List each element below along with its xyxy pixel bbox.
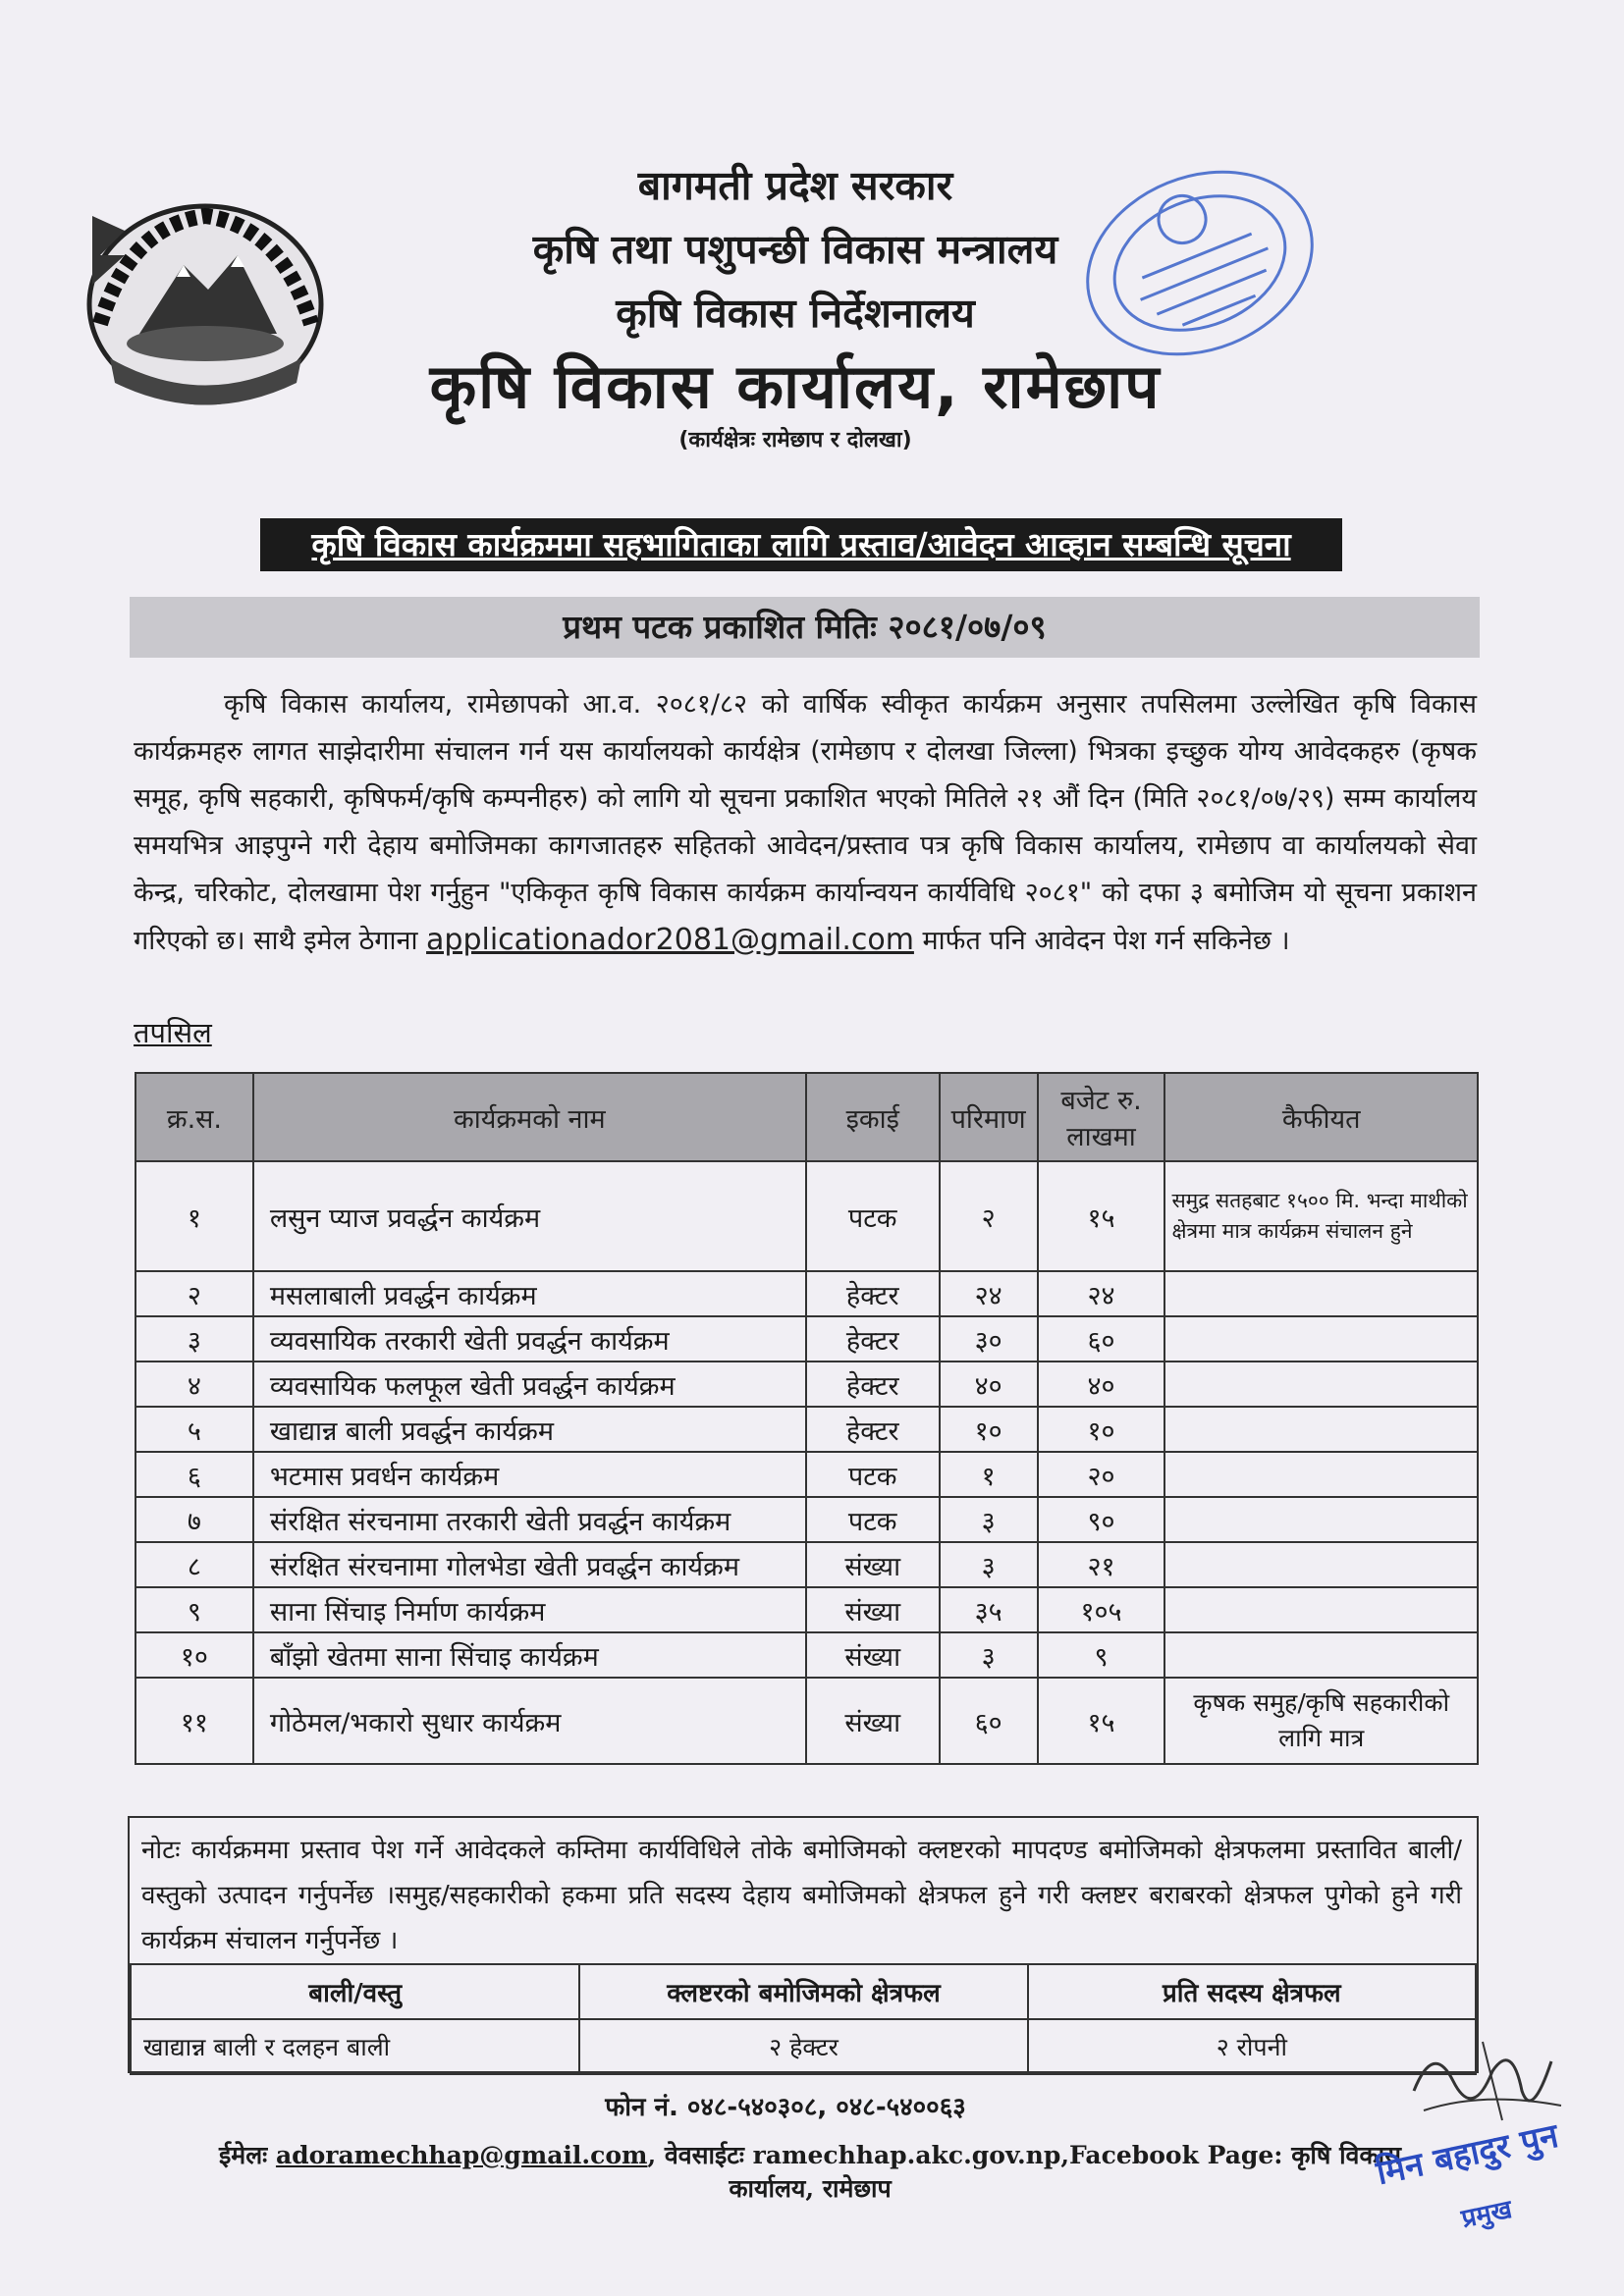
- notice-body-text: कृषि विकास कार्यालय, रामेछापको आ.व. २०८१/८२ को वार्षिक स्वीकृत कार्यक्रम अनुसार तपसिलमा उल्लेखित कृषि विकास कार्यक्रमहरु लागत साझेदारीमा संचालन गर्न यस कार्यालयको कार्यक्षेत्र (रामेछाप र दोलखा जिल्ला) भित्रका इच्छुक योग्य आवेदकहरु (कृषक समूह, कृषि सहकारी, कृषिफर्म/कृषि कम्पनीहरु) को लागि यो सूचना प्रकाशित भएको मितिले २१ औं दिन (मिति २०८१/०७/२९) सम्म कार्यालय समयभित्र आइपुग्ने गरी देहाय बमोजिमका कागजातहरु सहितको आवेदन/प्रस्ताव पत्र कृषि विकास कार्यालय, रामेछाप वा कार्यालयको सेवा केन्द्र, चरिकोट, दोलखामा पेश गर्नुहुन "एकिकृत कृषि विकास कार्यक्रम कार्यान्वयन कार्यविधि २०८१" को दफा ३ बमोजिम यो सूचना प्रकाशन गरिएको छ। साथै इमेल ठेगाना: [134, 689, 1477, 956]
- cell-remarks: [1164, 1542, 1478, 1587]
- cell-quantity: २: [940, 1161, 1038, 1271]
- col-header-quantity: परिमाण: [940, 1073, 1038, 1161]
- cell-name: संरक्षित संरचनामा तरकारी खेती प्रवर्द्धन कार्यक्रम: [253, 1497, 806, 1542]
- cluster-row: [131, 2019, 1476, 2074]
- col-header-name: कार्यक्रमको नाम: [253, 1073, 806, 1161]
- cell-sn: ४: [135, 1362, 253, 1407]
- cluster-col-per-member: प्रति सदस्य क्षेत्रफल: [1028, 1964, 1476, 2019]
- col-header-sn: क्र.स.: [135, 1073, 253, 1161]
- table-row: [135, 1161, 1478, 1271]
- cell-remarks: [1164, 1452, 1478, 1497]
- cluster-cell-area: २ हेक्टर: [579, 2019, 1027, 2074]
- cell-budget: २१: [1038, 1542, 1165, 1587]
- cell-unit: संख्या: [806, 1678, 940, 1764]
- cluster-cell-crop: खाद्यान्न बाली र दलहन बाली: [131, 2019, 579, 2074]
- cell-name: लसुन प्याज प्रवर्द्धन कार्यक्रम: [253, 1161, 806, 1271]
- cluster-cell-per-member: २ रोपनी: [1028, 2019, 1476, 2074]
- cell-name: गोठेमल/भकारो सुधार कार्यक्रम: [253, 1678, 806, 1764]
- cell-budget: १५: [1038, 1678, 1165, 1764]
- footer-website: , वेवसाईटः ramechhap.akc.gov.np,Facebook Page: कृषि विकास कार्यालय, रामेछाप: [647, 2141, 1402, 2203]
- cell-name: बाँझो खेतमा साना सिंचाइ कार्यक्रम: [253, 1632, 806, 1678]
- table-row: [135, 1587, 1478, 1632]
- header-line-3: कृषि विकास निर्देशनालय: [616, 290, 975, 337]
- table-row: [135, 1497, 1478, 1542]
- col-header-remarks: कैफीयत: [1164, 1073, 1478, 1161]
- cell-quantity: ३५: [940, 1587, 1038, 1632]
- cell-remarks: समुद्र सतहबाट १५०० मि. भन्दा माथीको क्षेत्रमा मात्र कार्यक्रम संचालन हुने: [1164, 1161, 1478, 1271]
- cell-quantity: ४०: [940, 1362, 1038, 1407]
- cell-budget: १५: [1038, 1161, 1165, 1271]
- application-email-link[interactable]: applicationador2081@gmail.com: [426, 923, 914, 957]
- cell-quantity: ३०: [940, 1316, 1038, 1362]
- cell-remarks: [1164, 1587, 1478, 1632]
- cell-sn: ७: [135, 1497, 253, 1542]
- cell-remarks: [1164, 1271, 1478, 1316]
- cell-quantity: १०: [940, 1407, 1038, 1452]
- table-row: [135, 1271, 1478, 1316]
- cell-remarks: [1164, 1407, 1478, 1452]
- cell-budget: ४०: [1038, 1362, 1165, 1407]
- office-title: कृषि विकास कार्यालय, रामेछाप: [429, 350, 1162, 422]
- cell-quantity: १: [940, 1452, 1038, 1497]
- table-row: [135, 1542, 1478, 1587]
- cell-unit: संख्या: [806, 1632, 940, 1678]
- cell-unit: संख्या: [806, 1587, 940, 1632]
- cell-unit: पटक: [806, 1452, 940, 1497]
- footer-phone: फोन नं. ०४८-५४०३०८, ०४८-५४००६३: [605, 2093, 966, 2122]
- cell-budget: २४: [1038, 1271, 1165, 1316]
- footer-email-link[interactable]: adoramechhap@gmail.com: [275, 2141, 648, 2169]
- office-area: (कार्यक्षेत्रः रामेछाप र दोलखा): [678, 428, 912, 453]
- cell-budget: २०: [1038, 1452, 1165, 1497]
- table-row: [135, 1452, 1478, 1497]
- cell-quantity: ६०: [940, 1678, 1038, 1764]
- table-row: [135, 1362, 1478, 1407]
- cell-remarks: [1164, 1362, 1478, 1407]
- published-date: प्रथम पटक प्रकाशित मितिः २०८१/०७/०९: [130, 597, 1480, 658]
- cell-sn: ५: [135, 1407, 253, 1452]
- cell-unit: पटक: [806, 1497, 940, 1542]
- cell-remarks: [1164, 1316, 1478, 1362]
- footer-contact: [196, 2138, 1424, 2205]
- cell-sn: १०: [135, 1632, 253, 1678]
- cell-name: मसलाबाली प्रवर्द्धन कार्यक्रम: [253, 1271, 806, 1316]
- header-line-2: कृषि तथा पशुपन्छी विकास मन्त्रालय: [532, 226, 1058, 273]
- cluster-col-crop: बाली/वस्तु: [131, 1964, 579, 2019]
- details-heading: तपसिल: [134, 1016, 212, 1049]
- cell-name: व्यवसायिक फलफूल खेती प्रवर्द्धन कार्यक्रम: [253, 1362, 806, 1407]
- cluster-col-area: क्लष्टरको बमोजिमको क्षेत्रफल: [579, 1964, 1027, 2019]
- cell-sn: ६: [135, 1452, 253, 1497]
- header-line-1: बागमती प्रदेश सरकार: [637, 162, 953, 209]
- cell-name: साना सिंचाइ निर्माण कार्यक्रम: [253, 1587, 806, 1632]
- cell-unit: पटक: [806, 1161, 940, 1271]
- cell-name: खाद्यान्न बाली प्रवर्द्धन कार्यक्रम: [253, 1407, 806, 1452]
- program-table: [135, 1072, 1479, 1765]
- cell-budget: १०: [1038, 1407, 1165, 1452]
- signatory-name: मिन बहादुर पुन: [1373, 2115, 1562, 2194]
- notice-body-tail: मार्फत पनि आवेदन पेश गर्न सकिनेछ ।: [922, 926, 1290, 956]
- cluster-header-row: [131, 1964, 1476, 2019]
- cell-sn: ८: [135, 1542, 253, 1587]
- cell-remarks: कृषक समुह/कृषि सहकारीको लागि मात्र: [1164, 1678, 1478, 1764]
- cell-unit: हेक्टर: [806, 1407, 940, 1452]
- col-header-budget: बजेट रु. लाखमा: [1038, 1073, 1165, 1161]
- cell-unit: हेक्टर: [806, 1271, 940, 1316]
- cell-quantity: २४: [940, 1271, 1038, 1316]
- col-header-unit: इकाई: [806, 1073, 940, 1161]
- cell-remarks: [1164, 1497, 1478, 1542]
- cell-budget: ९०: [1038, 1497, 1165, 1542]
- cell-remarks: [1164, 1632, 1478, 1678]
- cell-name: भटमास प्रवर्धन कार्यक्रम: [253, 1452, 806, 1497]
- cell-name: व्यवसायिक तरकारी खेती प्रवर्द्धन कार्यक्रम: [253, 1316, 806, 1362]
- notice-body: [134, 681, 1477, 965]
- table-row: [135, 1316, 1478, 1362]
- table-row: [135, 1407, 1478, 1452]
- cell-quantity: ३: [940, 1542, 1038, 1587]
- cell-sn: ९: [135, 1587, 253, 1632]
- footer-email-label: ईमेलः: [218, 2141, 268, 2169]
- cluster-table: [130, 1963, 1477, 2075]
- note-box: [128, 1816, 1479, 2073]
- cell-quantity: ३: [940, 1497, 1038, 1542]
- note-text: नोटः कार्यक्रममा प्रस्ताव पेश गर्ने आवेदकले कम्तिमा कार्यविधिले तोके बमोजिमको क्लष्टरको मापदण्ड बमोजिमको क्षेत्रफलमा प्रस्तावित बाली/वस्तुको उत्पादन गर्नुपर्नेछ ।समुह/सहकारीको हकमा प्रति सदस्य देहाय बमोजिमको क्षेत्रफल हुने गरी क्लष्टर बराबरको क्षेत्रफल पुगेको हुने गरी कार्यक्रम संचालन गर्नुपर्नेछ ।: [141, 1836, 1462, 1955]
- notice-banner: कृषि विकास कार्यक्रममा सहभागिताका लागि प्रस्ताव/आवेदन आव्हान सम्बन्धि सूचना: [260, 518, 1342, 571]
- table-header-row: [135, 1073, 1478, 1161]
- cell-name: संरक्षित संरचनामा गोलभेडा खेती प्रवर्द्धन कार्यक्रम: [253, 1542, 806, 1587]
- cell-sn: ११: [135, 1678, 253, 1764]
- cell-quantity: ३: [940, 1632, 1038, 1678]
- cell-unit: संख्या: [806, 1542, 940, 1587]
- cell-unit: हेक्टर: [806, 1316, 940, 1362]
- cell-unit: हेक्टर: [806, 1362, 940, 1407]
- cell-sn: १: [135, 1161, 253, 1271]
- cell-budget: १०५: [1038, 1587, 1165, 1632]
- cell-sn: २: [135, 1271, 253, 1316]
- office-stamp-icon: [1072, 157, 1327, 368]
- table-row: [135, 1678, 1478, 1764]
- cell-budget: ९: [1038, 1632, 1165, 1678]
- signatory-title: प्रमुख: [1458, 2194, 1515, 2234]
- table-row: [135, 1632, 1478, 1678]
- cell-sn: ३: [135, 1316, 253, 1362]
- cell-budget: ६०: [1038, 1316, 1165, 1362]
